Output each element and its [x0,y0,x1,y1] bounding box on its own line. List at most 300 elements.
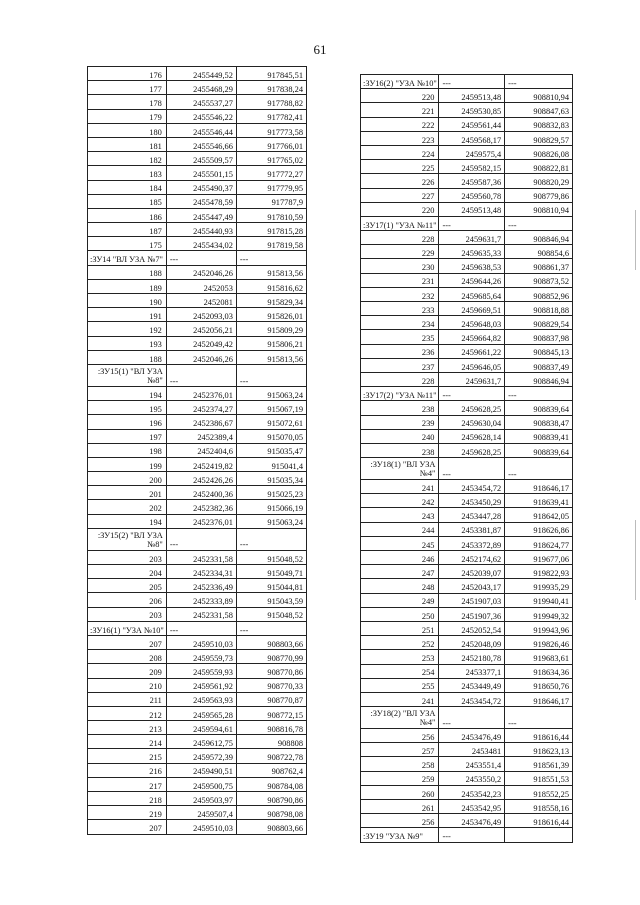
x-coordinate: 2452056,21 [166,322,236,336]
x-coordinate: --- [166,528,236,550]
section-header-row [88,621,307,635]
table-row [361,729,573,743]
x-coordinate: 2452376,01 [166,386,236,400]
table-row [361,607,573,621]
point-number: 221 [361,103,439,117]
point-number: 231 [361,273,439,287]
table-row [88,180,307,194]
y-coordinate: 917838,24 [236,81,306,95]
point-number: 219 [88,806,167,820]
y-coordinate: 908820,29 [505,174,573,188]
x-coordinate: 2452052,54 [439,621,505,635]
y-coordinate: 915067,19 [236,401,306,415]
section-header-row [361,707,573,729]
point-number: 223 [361,131,439,145]
table-row [361,579,573,593]
x-coordinate: 2459572,39 [166,749,236,763]
y-coordinate: 918626,86 [505,522,573,536]
table-row [361,188,573,202]
y-coordinate: 908826,08 [505,145,573,159]
x-coordinate: 2459669,51 [439,302,505,316]
point-number: 208 [88,650,167,664]
x-coordinate: 2459513,48 [439,202,505,216]
table-row [361,664,573,678]
point-number: 185 [88,194,167,208]
section-header-row [361,458,573,480]
point-number: 181 [88,137,167,151]
table-row [361,202,573,216]
x-coordinate: --- [166,364,236,386]
section-header-row [88,364,307,386]
point-number: 175 [88,237,167,251]
table-row [88,279,307,293]
section-header-row [88,251,307,265]
table-row [88,550,307,564]
x-coordinate: 2459648,03 [439,316,505,330]
x-coordinate: 2455546,66 [166,137,236,151]
table-row [361,814,573,828]
point-number: 255 [361,678,439,692]
x-coordinate: 2459513,48 [439,89,505,103]
section-name: :ЗУ17(2) "УЗА №11" [361,387,439,401]
y-coordinate: 908852,96 [505,287,573,301]
table-row [88,429,307,443]
x-coordinate: 2455490,37 [166,180,236,194]
page-number: 61 [313,42,327,57]
point-number: 218 [88,792,167,806]
coordinates-table-left [87,66,307,835]
x-coordinate: 2452180,78 [439,650,505,664]
y-coordinate: --- [505,387,573,401]
table-row [88,721,307,735]
table-row [88,692,307,706]
x-coordinate: 2455468,29 [166,81,236,95]
y-coordinate: 918650,76 [505,678,573,692]
x-coordinate: --- [439,387,505,401]
table-row [361,692,573,706]
x-coordinate: 2459635,33 [439,245,505,259]
section-header-row [361,216,573,230]
y-coordinate: 915813,56 [236,265,306,279]
table-row [88,350,307,364]
point-number: 202 [88,500,167,514]
table-row [88,109,307,123]
point-number: 205 [88,579,167,593]
y-coordinate: 908854,6 [505,245,573,259]
y-coordinate [505,828,573,842]
point-number: 251 [361,621,439,635]
point-number: 253 [361,650,439,664]
section-name: :ЗУ19 "УЗА №9" [361,828,439,842]
x-coordinate: 2459560,78 [439,188,505,202]
x-coordinate: 2455501,15 [166,166,236,180]
point-number: 247 [361,565,439,579]
x-coordinate: 2452400,36 [166,486,236,500]
table-row [361,415,573,429]
x-coordinate: 2455449,52 [166,67,236,81]
y-coordinate: 919949,32 [505,607,573,621]
table-row [361,231,573,245]
y-coordinate: 908810,94 [505,202,573,216]
y-coordinate: 908790,86 [236,792,306,806]
table-row [88,500,307,514]
x-coordinate: 2452333,89 [166,593,236,607]
y-coordinate: 908803,66 [236,820,306,834]
y-coordinate: 908861,37 [505,259,573,273]
table-row [361,565,573,579]
y-coordinate: --- [236,251,306,265]
x-coordinate: 2459568,17 [439,131,505,145]
point-number: 199 [88,457,167,471]
y-coordinate: 908845,13 [505,344,573,358]
table-row [88,137,307,151]
x-coordinate: 2455537,27 [166,95,236,109]
x-coordinate: 2452093,03 [166,308,236,322]
table-row [88,123,307,137]
section-header-row [361,75,573,89]
table-row [88,415,307,429]
x-coordinate: 2453450,29 [439,494,505,508]
table-row [88,777,307,791]
point-number: 236 [361,344,439,358]
table-row [361,636,573,650]
y-coordinate: 915043,59 [236,593,306,607]
point-number: 204 [88,565,167,579]
point-number: 180 [88,123,167,137]
y-coordinate: 915070,05 [236,429,306,443]
point-number: 242 [361,494,439,508]
table-row [88,386,307,400]
table-row [88,336,307,350]
point-number: 176 [88,67,167,81]
y-coordinate: 918551,53 [505,771,573,785]
section-name: :ЗУ16(2) "УЗА №10" [361,75,439,89]
scan-edge-mark [635,520,636,600]
section-name: :ЗУ18(1) "ВЛ УЗА №4" [361,458,439,480]
point-number: 240 [361,429,439,443]
point-number: 241 [361,692,439,706]
table-row [88,763,307,777]
x-coordinate: 2459582,15 [439,160,505,174]
x-coordinate: 2453449,49 [439,678,505,692]
point-number: 254 [361,664,439,678]
table-row [88,401,307,415]
x-coordinate: --- [439,458,505,480]
point-number: 193 [88,336,167,350]
point-number: 259 [361,771,439,785]
x-coordinate: 2459500,75 [166,777,236,791]
x-coordinate: 2452049,42 [166,336,236,350]
y-coordinate: 919822,93 [505,565,573,579]
table-row [88,223,307,237]
y-coordinate: --- [505,458,573,480]
y-coordinate: --- [236,364,306,386]
point-number: 203 [88,550,167,564]
x-coordinate: 2452053 [166,279,236,293]
table-row [361,245,573,259]
point-number: 258 [361,757,439,771]
y-coordinate: 915813,56 [236,350,306,364]
table-row [88,81,307,95]
y-coordinate: 915048,52 [236,607,306,621]
x-coordinate: 2455447,49 [166,208,236,222]
table-row [88,635,307,649]
x-coordinate: 2452376,01 [166,514,236,528]
x-coordinate: 2459661,22 [439,344,505,358]
section-header-row [361,387,573,401]
x-coordinate: --- [166,251,236,265]
point-number: 197 [88,429,167,443]
x-coordinate: 2459510,03 [166,635,236,649]
point-number: 215 [88,749,167,763]
section-name: :ЗУ14 "ВЛ УЗА №7" [88,251,167,265]
table-row [361,145,573,159]
section-header-row [361,828,573,842]
x-coordinate: 2459631,7 [439,231,505,245]
point-number: 246 [361,551,439,565]
y-coordinate: 908770,87 [236,692,306,706]
table-row [88,67,307,81]
y-coordinate: 915048,52 [236,550,306,564]
table-row [88,579,307,593]
x-coordinate: 2452386,67 [166,415,236,429]
x-coordinate: 2459490,51 [166,763,236,777]
table-row [361,259,573,273]
y-coordinate: 915025,23 [236,486,306,500]
x-coordinate: 2453454,72 [439,480,505,494]
y-coordinate: 917845,51 [236,67,306,81]
table-row [88,650,307,664]
y-coordinate: 917765,02 [236,152,306,166]
y-coordinate: 918642,05 [505,508,573,522]
y-coordinate: 915041,4 [236,457,306,471]
x-coordinate: 2459561,92 [166,678,236,692]
y-coordinate: 908770,33 [236,678,306,692]
table-row [88,166,307,180]
point-number: 220 [361,202,439,216]
table-row [88,749,307,763]
point-number: 232 [361,287,439,301]
point-number: 228 [361,372,439,386]
y-coordinate: 918623,13 [505,743,573,757]
table-row [361,174,573,188]
y-coordinate: 908832,83 [505,117,573,131]
point-number: 245 [361,536,439,550]
y-coordinate: 915806,21 [236,336,306,350]
point-number: 256 [361,729,439,743]
point-number: 238 [361,443,439,457]
x-coordinate: 2452382,36 [166,500,236,514]
y-coordinate: 917787,9 [236,194,306,208]
x-coordinate: 2452404,6 [166,443,236,457]
point-number: 235 [361,330,439,344]
x-coordinate: 2453372,89 [439,536,505,550]
x-coordinate: --- [439,707,505,729]
y-coordinate: 917815,28 [236,223,306,237]
table-row [361,330,573,344]
point-number: 183 [88,166,167,180]
table-row [361,650,573,664]
x-coordinate: --- [439,75,505,89]
point-number: 226 [361,174,439,188]
x-coordinate: 2452043,17 [439,579,505,593]
table-row [88,443,307,457]
y-coordinate: 908837,98 [505,330,573,344]
table-row [361,771,573,785]
x-coordinate: 2459561,44 [439,117,505,131]
x-coordinate: 2459628,25 [439,443,505,457]
x-coordinate: 2452048,09 [439,636,505,650]
table-row [88,237,307,251]
x-coordinate: 2453454,72 [439,692,505,706]
point-number: 216 [88,763,167,777]
point-number: 196 [88,415,167,429]
y-coordinate: 917810,59 [236,208,306,222]
x-coordinate: 2452336,49 [166,579,236,593]
point-number: 188 [88,350,167,364]
y-coordinate: 915816,62 [236,279,306,293]
x-coordinate: 2453476,49 [439,814,505,828]
point-number: 244 [361,522,439,536]
point-number: 256 [361,814,439,828]
point-number: 207 [88,635,167,649]
table-row [361,89,573,103]
y-coordinate: 908722,78 [236,749,306,763]
x-coordinate: 2459587,36 [439,174,505,188]
y-coordinate: 918624,77 [505,536,573,550]
table-row [88,792,307,806]
table-row [361,522,573,536]
point-number: 252 [361,636,439,650]
point-number: 250 [361,607,439,621]
y-coordinate: 908818,88 [505,302,573,316]
x-coordinate: --- [439,828,505,842]
y-coordinate: 915063,24 [236,386,306,400]
table-row [88,735,307,749]
y-coordinate: 908838,47 [505,415,573,429]
x-coordinate: 2459646,05 [439,358,505,372]
y-coordinate: 908779,86 [505,188,573,202]
point-number: 211 [88,692,167,706]
y-coordinate: 908839,64 [505,401,573,415]
x-coordinate: 2451907,03 [439,593,505,607]
y-coordinate: 915809,29 [236,322,306,336]
point-number: 214 [88,735,167,749]
y-coordinate: 917782,41 [236,109,306,123]
x-coordinate: --- [439,216,505,230]
y-coordinate: 908816,78 [236,721,306,735]
point-number: 248 [361,579,439,593]
x-coordinate: 2459612,75 [166,735,236,749]
y-coordinate: 919943,96 [505,621,573,635]
x-coordinate: 2452081 [166,294,236,308]
x-coordinate: 2455509,57 [166,152,236,166]
x-coordinate: 2453551,4 [439,757,505,771]
y-coordinate: --- [236,528,306,550]
table-row [361,494,573,508]
y-coordinate: 908839,41 [505,429,573,443]
table-row [361,551,573,565]
table-row [361,757,573,771]
y-coordinate: 908770,99 [236,650,306,664]
table-row [361,401,573,415]
point-number: 212 [88,706,167,720]
point-number: 192 [88,322,167,336]
x-coordinate: 2453476,49 [439,729,505,743]
point-number: 225 [361,160,439,174]
y-coordinate: --- [505,707,573,729]
y-coordinate: 919935,29 [505,579,573,593]
y-coordinate: 918646,17 [505,692,573,706]
point-number: 207 [88,820,167,834]
table-row [88,806,307,820]
y-coordinate: 908846,94 [505,231,573,245]
point-number: 220 [361,89,439,103]
point-number: 233 [361,302,439,316]
x-coordinate: 2459594,61 [166,721,236,735]
y-coordinate: 908829,57 [505,131,573,145]
point-number: 213 [88,721,167,735]
y-coordinate: 915829,34 [236,294,306,308]
point-number: 194 [88,514,167,528]
point-number: 238 [361,401,439,415]
y-coordinate: 908829,54 [505,316,573,330]
x-coordinate: 2459510,03 [166,820,236,834]
table-row [88,565,307,579]
x-coordinate: 2459530,85 [439,103,505,117]
y-coordinate: 915044,81 [236,579,306,593]
table-row [361,316,573,330]
point-number: 230 [361,259,439,273]
x-coordinate: 2459563,93 [166,692,236,706]
y-coordinate: 918646,17 [505,480,573,494]
table-row [88,194,307,208]
table-row [88,820,307,834]
y-coordinate: 908762,4 [236,763,306,777]
x-coordinate: 2452331,58 [166,607,236,621]
x-coordinate: 2452046,26 [166,265,236,279]
y-coordinate: 915035,34 [236,472,306,486]
table-row [361,344,573,358]
table-row [88,322,307,336]
point-number: 241 [361,480,439,494]
point-number: 206 [88,593,167,607]
point-number: 195 [88,401,167,415]
y-coordinate: 908839,64 [505,443,573,457]
table-row [361,593,573,607]
y-coordinate: 917773,58 [236,123,306,137]
x-coordinate: 2452174,62 [439,551,505,565]
y-coordinate: --- [505,75,573,89]
table-row [88,457,307,471]
x-coordinate: 2453550,2 [439,771,505,785]
table-row [361,273,573,287]
x-coordinate: 2459628,14 [439,429,505,443]
table-row [361,800,573,814]
x-coordinate: 2459628,25 [439,401,505,415]
table-row [361,287,573,301]
point-number: 261 [361,800,439,814]
point-number: 200 [88,472,167,486]
x-coordinate: 2452419,82 [166,457,236,471]
y-coordinate: 908808 [236,735,306,749]
point-number: 178 [88,95,167,109]
x-coordinate: 2452334,31 [166,565,236,579]
x-coordinate: 2452426,26 [166,472,236,486]
x-coordinate: 2459631,7 [439,372,505,386]
table-row [88,593,307,607]
point-number: 239 [361,415,439,429]
